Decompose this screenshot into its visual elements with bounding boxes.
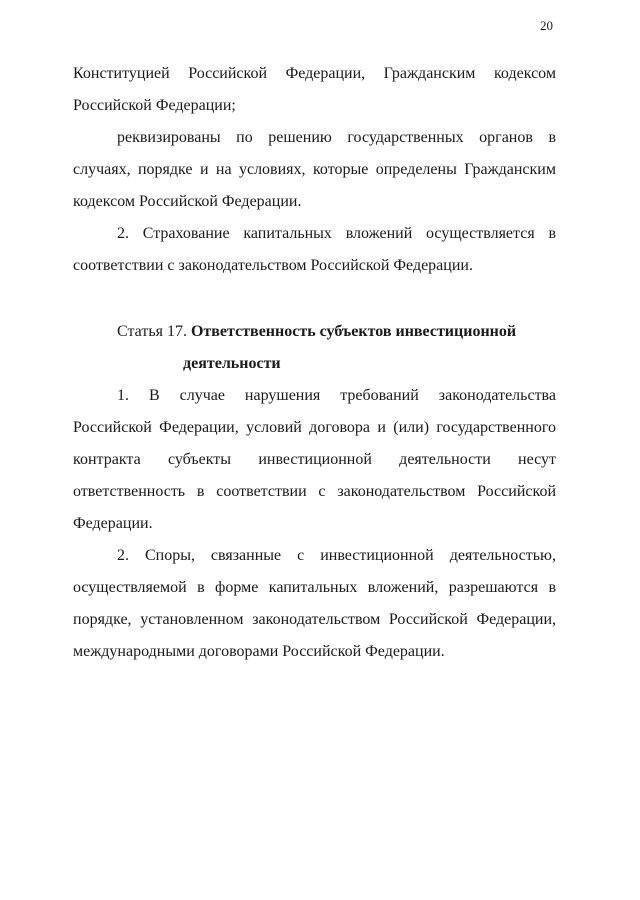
document-body (73, 58, 556, 668)
paragraph-continuation: Конституцией Российской Федерации, Гражданским кодексом Российской Федерации; (73, 65, 556, 114)
article-title-line1: Ответственность субъектов инвестиционной (190, 323, 517, 340)
page-number: 20 (540, 18, 553, 33)
article-label: Статья 17. (117, 323, 187, 340)
article-title-line2: деятельности (183, 355, 281, 372)
paragraph-requisition: реквизированы по решению государственных органов в случаях, порядке и на условиях, которые определены Гражданским кодексом Российской Федерации. (73, 129, 556, 210)
article-paragraph-1: 1. В случае нарушения требований законодательства Российской Федерации, условий договора и (или) государственного контракта субъекты инвестиционной деятельности несут ответственность в соответствии с законодательством Российской Федерации. (73, 387, 556, 532)
paragraph-insurance: 2. Страхование капитальных вложений осуществляется в соответствии с законодательством Российской Федерации. (73, 225, 556, 274)
article-paragraph-2: 2. Споры, связанные с инвестиционной деятельностью, осуществляемой в форме капитальных вложений, разрешаются в порядке, установленном законодательством Российской Федерации, международными договорами Российской Федерации. (73, 547, 556, 660)
article-heading (73, 316, 537, 380)
